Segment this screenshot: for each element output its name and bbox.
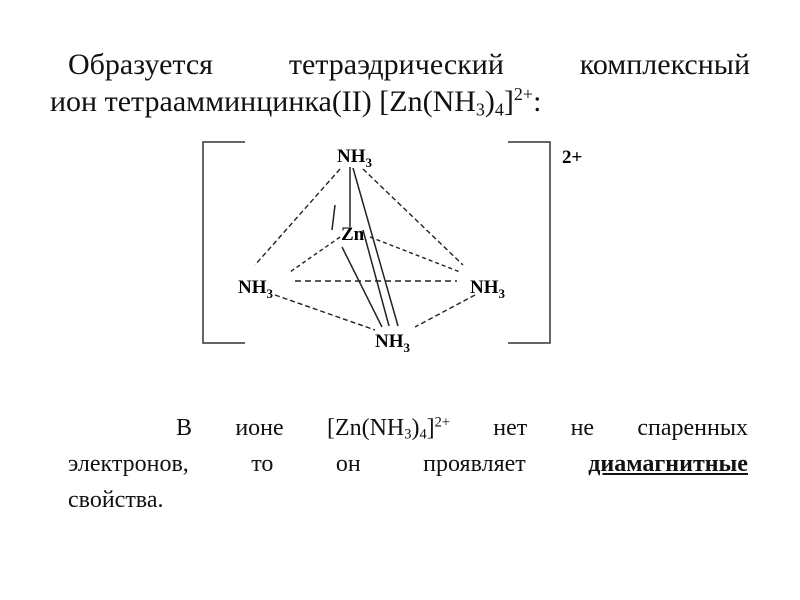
zinc-label: Zn — [341, 224, 365, 245]
formula-paren: ) — [411, 415, 420, 441]
ligand-subscript: 3 — [266, 286, 273, 301]
explanation-line-3 — [68, 482, 748, 518]
explanation-word: электронов, — [68, 451, 189, 477]
complex-charge-label: 2+ — [562, 147, 583, 168]
solid-bond-cross — [342, 247, 382, 327]
explanation-formula — [327, 410, 450, 446]
dashed-edge-top-right — [363, 169, 463, 265]
explanation-word: нет — [493, 415, 528, 441]
dashed-edge-right-bottom — [415, 295, 475, 327]
explanation-line-1 — [68, 410, 748, 446]
dashed-edge-zn-left — [290, 237, 340, 272]
explanation-word: В — [176, 415, 193, 441]
heading-line-1 — [50, 46, 750, 83]
ligand-label-bottom: $NH_3$ — [375, 331, 410, 355]
heading-line-2 — [50, 83, 750, 120]
formula-subscript: 3 — [475, 99, 485, 120]
heading-word: Образуется — [68, 48, 213, 81]
ligand-subscript: 3 — [498, 286, 505, 301]
heading-word: комплексный — [579, 48, 750, 81]
formula-subscript: 4 — [494, 99, 504, 120]
dashed-edge-left-bottom — [275, 295, 375, 330]
explanation-word: не — [570, 415, 595, 441]
right-bracket — [508, 142, 550, 343]
solid-bond-top-bottom — [353, 168, 398, 326]
heading-word: тетраэдрический — [288, 48, 504, 81]
formula-charge: 2+ — [513, 84, 534, 105]
ligand-label-right: $NH_3$ — [470, 277, 505, 301]
explanation-line-2 — [68, 446, 748, 482]
solid-bond-left-stroke — [332, 205, 335, 230]
formula-bracket: ] — [503, 85, 514, 118]
formula-bracket: ] — [426, 415, 435, 441]
left-bracket — [203, 142, 245, 343]
explanation-word: то — [251, 451, 274, 477]
dashed-edge-zn-right — [370, 237, 460, 272]
ligand-subscript: 3 — [403, 340, 410, 355]
heading-formula-prefix: ион тетраамминцинка(II) [Zn(NH — [50, 85, 476, 118]
formula-subscript: 4 — [419, 426, 427, 443]
formula-prefix: [Zn(NH — [326, 415, 405, 441]
ligand-label-left: $NH_3$ — [238, 277, 273, 301]
explanation-paragraph — [68, 410, 748, 518]
heading-colon: : — [533, 85, 542, 118]
dashed-edge-top-left — [255, 169, 340, 265]
formula-charge: 2+ — [434, 414, 450, 431]
explanation-word: ионе — [235, 415, 284, 441]
ligand-subscript: 3 — [365, 155, 372, 170]
emphasized-term: диамагнитные — [588, 451, 748, 477]
heading — [50, 46, 750, 120]
explanation-word: он — [335, 451, 361, 477]
ligand-label-top: $NH_3$ — [337, 146, 372, 170]
formula-paren: ) — [484, 85, 495, 118]
tetrahedral-complex-diagram — [195, 135, 595, 360]
formula-subscript: 3 — [404, 426, 412, 443]
explanation-word: проявляет — [423, 451, 526, 477]
explanation-word: спаренных — [637, 415, 748, 441]
explanation-word: свойства. — [68, 487, 164, 513]
